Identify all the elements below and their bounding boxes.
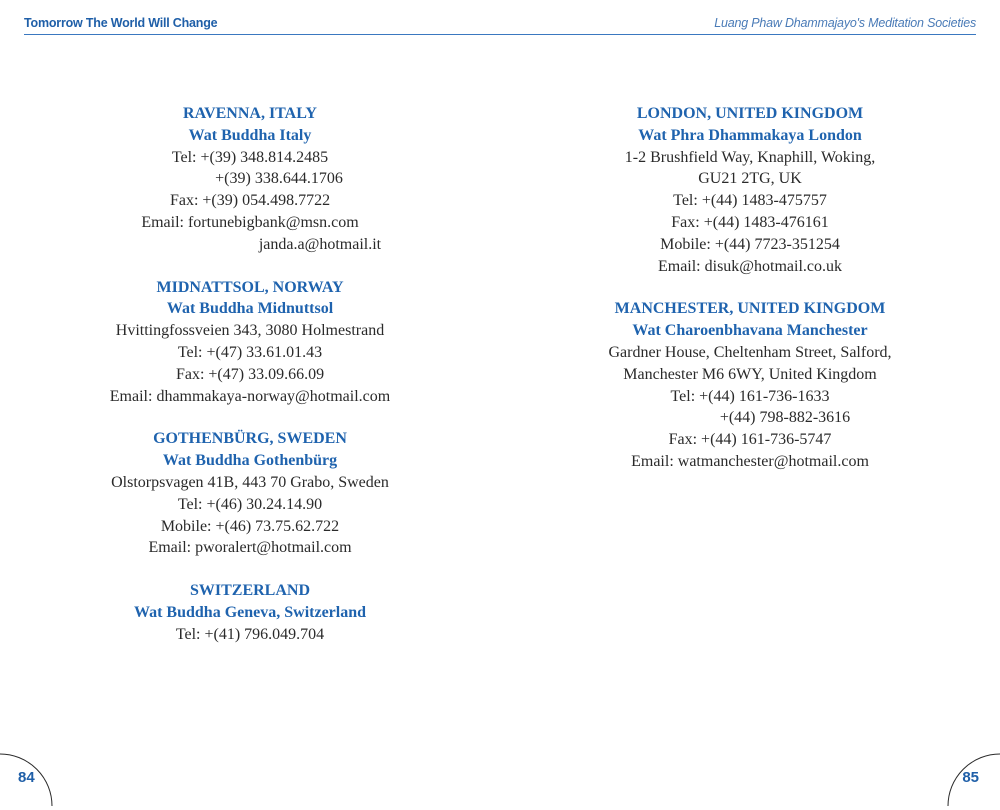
contact-line: Email: disuk@hotmail.co.uk — [657, 257, 843, 275]
contact-line: Hvittingfossveien 343, 3080 Holmestrand — [115, 322, 385, 340]
contact-line: Mobile: +(44) 7723-351254 — [660, 235, 840, 253]
contact-line: Email: watmanchester@hotmail.com — [631, 452, 869, 470]
header-divider — [24, 34, 976, 35]
contact-line: Mobile: +(46) 73.75.62.722 — [160, 517, 340, 535]
city-heading: LONDON, UNITED KINGDOM — [636, 105, 864, 122]
contact-line: Tel: +(44) 161-736-1633 — [670, 387, 830, 405]
contact-line: Fax: +(44) 161-736-5747 — [668, 431, 832, 449]
city-heading: SWITZERLAND — [189, 582, 311, 600]
contact-line: Gardner House, Cheltenham Street, Salford, — [608, 343, 892, 361]
contact-line: Tel: +(46) 30.24.14.90 — [177, 495, 323, 513]
contact-line: Fax: +(39) 054.498.7722 — [169, 192, 331, 210]
right-page-column — [530, 103, 970, 494]
contact-entry — [30, 428, 470, 559]
city-heading: GOTHENBÜRG, SWEDEN — [153, 430, 347, 448]
contact-line: Olstorpsvagen 41B, 443 70 Grabo, Sweden — [111, 473, 389, 491]
contact-entry — [30, 580, 470, 645]
contact-line: GU21 2TG, UK — [698, 170, 802, 188]
left-page-column — [30, 103, 470, 667]
temple-name: Wat Buddha Gothenbürg — [162, 452, 338, 470]
contact-line: Email: fortunebigbank@msn.com — [141, 213, 359, 231]
contact-line: 1-2 Brushfield Way, Knaphill, Woking, — [624, 148, 876, 166]
contact-entry — [30, 103, 470, 256]
temple-name: Wat Buddha Geneva, Switzerland — [133, 603, 367, 621]
page-number-left: 84 — [18, 769, 35, 786]
temple-name: Wat Charoenbhavana Manchester — [632, 322, 868, 340]
contact-line: Tel: +(39) 348.814.2485 — [171, 148, 329, 166]
temple-name: Wat Buddha Italy — [188, 126, 312, 144]
contact-line: Tel: +(47) 33.61.01.43 — [177, 343, 323, 361]
temple-name: Wat Buddha Midnuttsol — [166, 300, 334, 318]
running-header-subtitle: Luang Phaw Dhammajayo's Meditation Societies — [714, 16, 976, 30]
contact-line: Fax: +(44) 1483-476161 — [671, 213, 829, 231]
city-heading: RAVENNA, ITALY — [183, 105, 317, 122]
page-number-right: 85 — [962, 769, 979, 786]
contact-line: janda.a@hotmail.it — [258, 235, 382, 253]
city-heading: MIDNATTSOL, NORWAY — [156, 278, 344, 296]
running-header-title: Tomorrow The World Will Change — [24, 16, 218, 30]
contact-entry — [530, 298, 970, 472]
contact-line: Fax: +(47) 33.09.66.09 — [175, 365, 325, 383]
contact-line: +(44) 798-882-3616 — [719, 409, 851, 427]
contact-line: Email: dhammakaya-norway@hotmail.com — [109, 387, 391, 405]
contact-entry — [530, 103, 970, 277]
city-heading: MANCHESTER, UNITED KINGDOM — [614, 300, 886, 318]
contact-line: Tel: +(44) 1483-475757 — [673, 192, 827, 210]
contact-line: +(39) 338.644.1706 — [215, 170, 343, 188]
temple-name: Wat Phra Dhammakaya London — [638, 126, 862, 144]
contact-line: Tel: +(41) 796.049.704 — [175, 625, 325, 643]
contact-line: Email: pworalert@hotmail.com — [148, 539, 352, 557]
contact-line: Manchester M6 6WY, United Kingdom — [623, 365, 877, 383]
contact-entry — [30, 277, 470, 408]
